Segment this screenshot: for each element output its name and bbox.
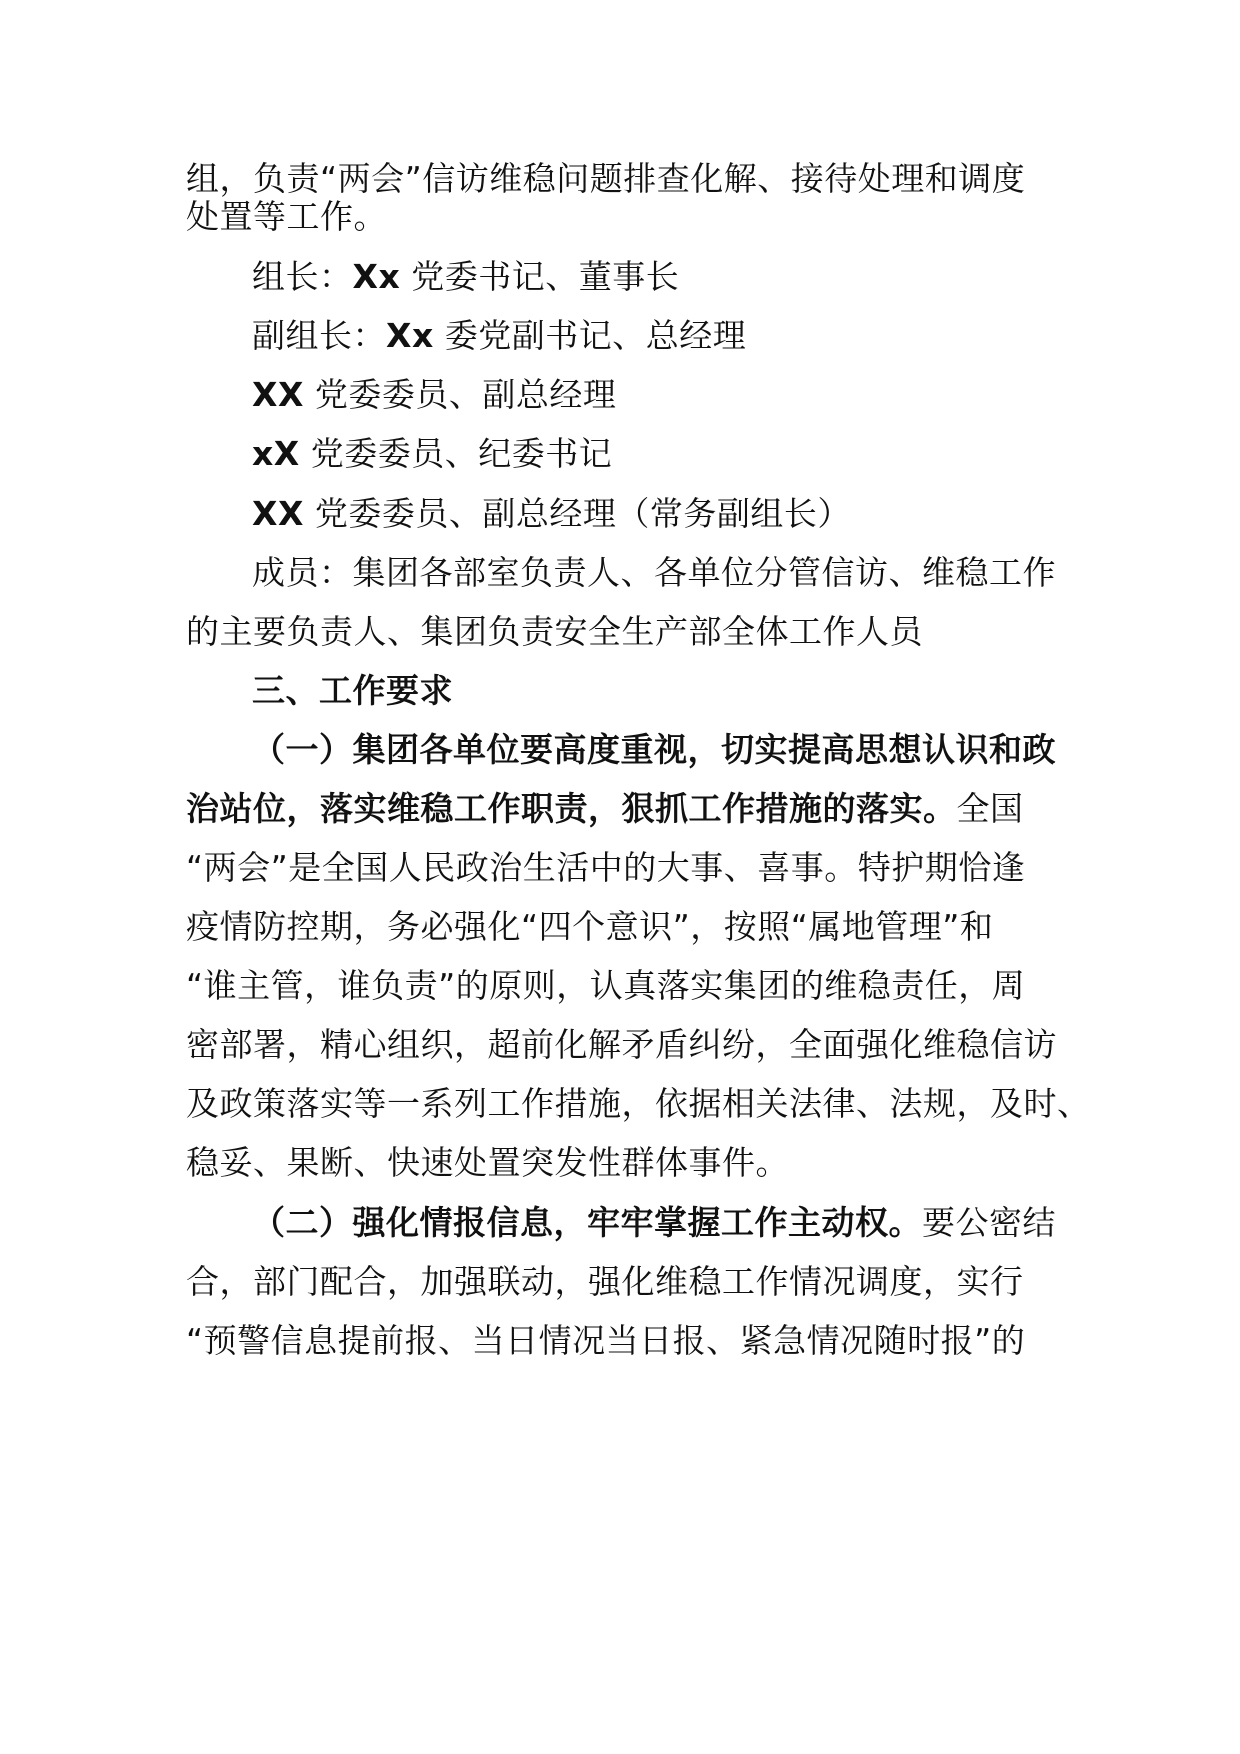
text-run: 密部署，精心组织，超前化解矛盾纠纷，全面强化维稳信访 <box>186 1025 1057 1064</box>
text-run: 党委委员、纪委书记 <box>299 434 613 473</box>
paragraph-line <box>186 848 1025 888</box>
heading-text: （二）强化情报信息，牢牢掌握工作主动权。 <box>252 1203 922 1242</box>
text-run: 组，负责“两会”信访维稳问题排查化解、接待处理和调度 <box>186 159 1026 198</box>
name-placeholder: XX <box>252 375 304 414</box>
text-run: 合，部门配合，加强联动，强化维稳工作情况调度，实行 <box>186 1262 1024 1301</box>
name-placeholder: xX <box>252 434 300 473</box>
heading-text: （一）集团各单位要高度重视，切实提高思想认识和政 <box>252 730 1056 769</box>
text-run: “预警信息提前报、当日情况当日报、紧急情况随时报”的 <box>186 1321 1026 1360</box>
text-run: 全国 <box>956 789 1024 828</box>
text-run: 要公密结 <box>922 1203 1056 1242</box>
name-placeholder: XX <box>252 494 304 533</box>
paragraph-line <box>186 197 387 237</box>
section-heading <box>252 671 453 711</box>
text-run: 党委委员、副总经理 <box>303 375 617 414</box>
leader-line <box>252 257 679 297</box>
text-run: 副组长： <box>252 316 386 355</box>
name-placeholder: Xx <box>352 257 401 296</box>
text-run: 组长： <box>252 257 353 296</box>
name-placeholder: Xx <box>386 316 434 355</box>
paragraph-line <box>186 612 923 652</box>
text-run: 成员：集团各部室负责人、各单位分管信访、维稳工作 <box>252 553 1056 592</box>
member-line <box>252 375 616 415</box>
heading-text: 三、工作要求 <box>252 671 453 710</box>
text-run: 处置等工作。 <box>186 197 387 236</box>
text-run: “两会”是全国人民政治生活中的大事、喜事。特护期恰逢 <box>186 848 1026 887</box>
paragraph-line <box>186 1143 789 1183</box>
paragraph-line <box>186 1084 1091 1124</box>
text-run: 及政策落实等一系列工作措施，依据相关法律、法规，及时、 <box>186 1084 1091 1123</box>
paragraph-line <box>186 1321 1025 1361</box>
member-line <box>252 494 851 534</box>
deputy-leader-line <box>252 316 746 356</box>
paragraph-line <box>186 966 1025 1006</box>
text-run: 疫情防控期，务必强化“四个意识”，按照“属地管理”和 <box>186 907 994 946</box>
member-line <box>252 434 612 474</box>
text-run: “谁主管，谁负责”的原则，认真落实集团的维稳责任，周 <box>186 966 1026 1005</box>
paragraph-line <box>186 1025 1057 1065</box>
text-run: 党委书记、董事长 <box>400 257 680 296</box>
subsection-heading <box>252 730 1056 770</box>
paragraph-line <box>186 159 1025 199</box>
paragraph-line <box>186 907 993 947</box>
paragraph-line <box>186 789 1024 829</box>
heading-text: 治站位，落实维稳工作职责，狠抓工作措施的落实。 <box>186 789 957 828</box>
text-run: 党委委员、副总经理（常务副组长） <box>303 494 851 533</box>
text-run: 的主要负责人、集团负责安全生产部全体工作人员 <box>186 612 923 651</box>
paragraph-line <box>186 1262 1024 1302</box>
text-run: 稳妥、果断、快速处置突发性群体事件。 <box>186 1143 789 1182</box>
text-run: 委党副书记、总经理 <box>433 316 747 355</box>
subsection-heading <box>252 1203 1056 1243</box>
paragraph-line <box>252 553 1056 593</box>
